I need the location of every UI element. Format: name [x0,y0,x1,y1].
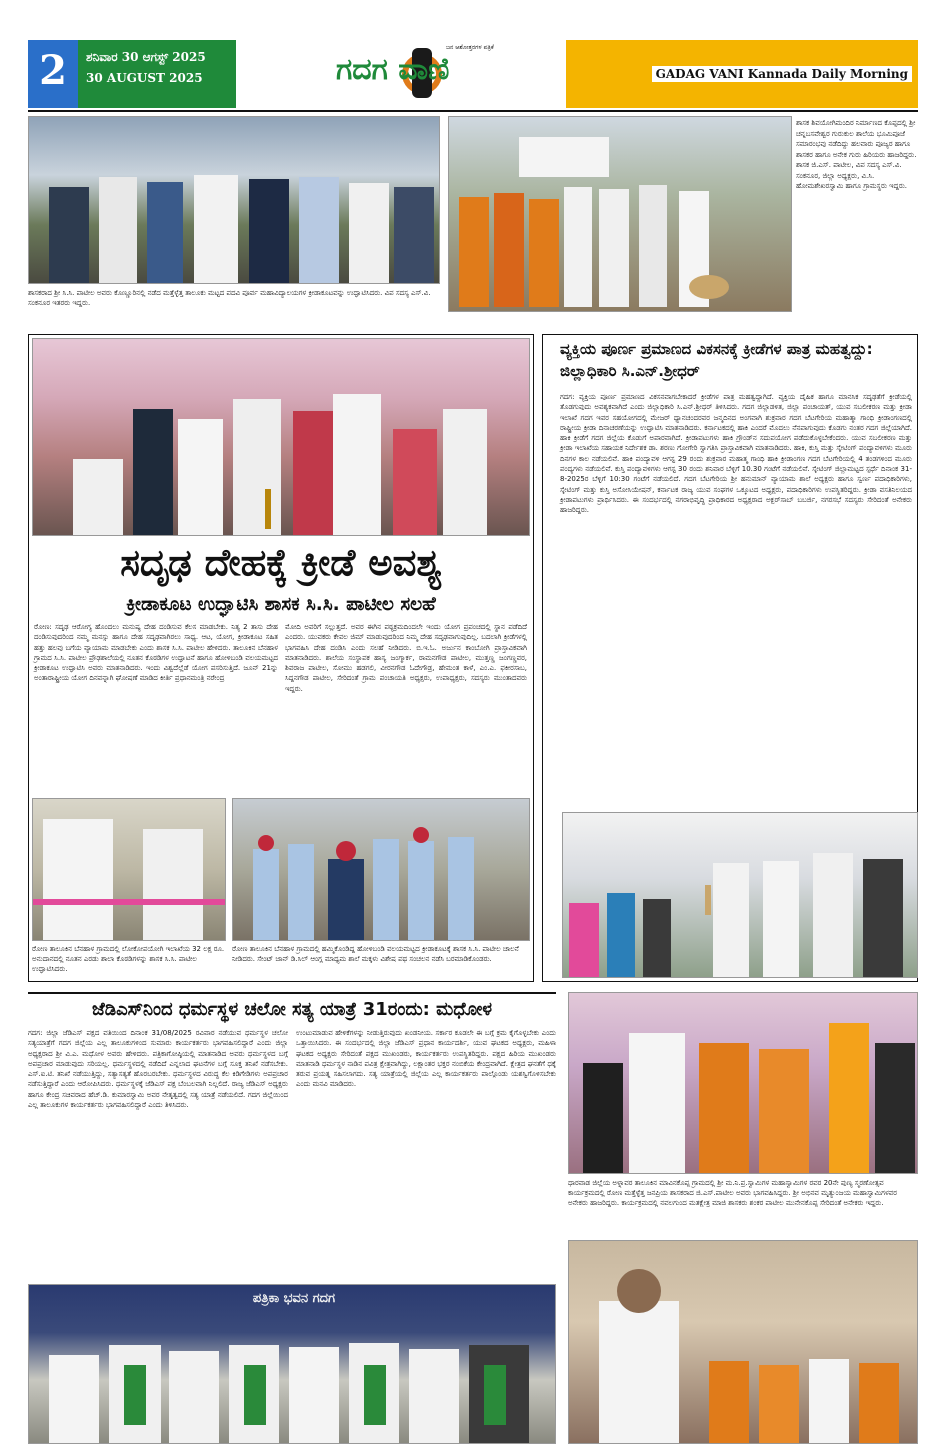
bhoomi-pooja-photo [448,116,792,312]
date-english: 30 AUGUST 2025 [86,71,203,85]
date-kannada: ಶನಿವಾರ 30 ಆಗಸ್ಟ್ 2025 [86,50,206,64]
sports-event-photo [28,116,440,284]
header-rule [28,110,918,112]
bottom-headline: ಜೆಡಿಎಸ್‌ನಿಂದ ಧರ್ಮಸ್ಥಳ ಚಲೋ ಸತ್ಯ ಯಾತ್ರೆ 31ರಂದು: ಮಧೋಳ [91,999,493,1020]
top-left-caption: ಶಾಸಕರಾದ ಶ್ರೀ ಸಿ.ಸಿ. ಪಾಟೀಲ ಅವರು ಕೊಣ್ಣೂರಿನಲ್ಲಿ ನಡೆದ ಮತ್ತೆಳ್ಳೆತ್ತ ತಾಲೂಕು ಮಟ್ಟದ ಪದವಿ ಪೂರ್ವ ಮಹಾವಿದ್ಯಾಲಯಗಳ ಕ್ರೀಡಾಕೂಟವನ್ನು ಉದ್ಘಾಟಿಸಿದರು. ವಿಪ ಸದಸ್ಯ ಎಸ್.ವಿ. ಸಂಕನೂರ ಇತರರು ಇದ್ದರು. [28,289,431,307]
photo-figures [569,993,918,1174]
date-block [78,40,236,108]
photo-figures [33,339,530,536]
right-headline: ವ್ಯಕ್ತಿಯ ಪೂರ್ಣ ಪ್ರಮಾಣದ ವಿಕಸನಕ್ಕೆ ಕ್ರೀಡೆಗಳ ಪಾತ್ರ ಮಹತ್ವದ್ದು: ಜಿಲ್ಲಾಧಿಕಾರಿ ಸಿ.ಎನ್.ಶ್ರೀಧರ್ [560,340,873,380]
ribbon-cutting-photo [32,798,226,941]
main-story-col2: ಮೋದಿ ಅವರಿಗೆ ಸಲ್ಲುತ್ತದೆ. ಅವರ ಈಗಿನ ಪಠ್ಯಕ್ರಮದಿಂದಲೇ ಇಂದು ಯೋಗ ಪ್ರಪಂಚದಲ್ಲಿ ಸ್ಥಾನ ಪಡೆದಿದೆ ಎಂದರು. ಯುವಕರು ಕೇವಲ ಜಿಮ್ ಮಾಡುವುದರಿಂದ ನಿಮ್ಮ ದೇಹ ಸದೃಢವಾಗುವುದಿಲ್ಲ. ಬದಲಾಗಿ ಕ್ರೀಡೆಗಳಲ್ಲಿ ಭಾಗವಹಿಸಿ ದೇಹ ದಂಡಿಸಿ ಎಂದು ಸಲಹೆ ನೀಡಿದರು. ಬಿ.ಇ.ಓ. ಅರ್ಜುನ ಕಾಂಬೋಗಿ ಪ್ರಾಸ್ತಾವಿಕವಾಗಿ ಮಾತನಾಡಿದರು. ಶಾಲೆಯ ಸಂಸ್ಥಾಪಕ ಹಾಸ್ಯ ಜಂಗ್ಮಾರ್ಕ, ರಾಮನಗೌಡ ಪಾಟೀಲ, ಮುತ್ತಣ್ಣ ಜಂಗಣ್ಣವರ, ಶಿವರಾಜ ಪಾಟೀಲ, ಸೋಮು ಹಡಗಲಿ, ವೀರನಗೌಡ ಓದೇಗೌಡ್ರ, ಹೇಮಂತ ಕಾಳೆ, ಎಂ.ಎ. ಫಕೀರಸಾಬ, ಸಿದ್ದನಗೌಡ ಪಾಟೀಲ, ಸೇರಿದಂತೆ ಗ್ರಾಮ ಪಂಚಾಯತಿ ಅಧ್ಯಕ್ಷರು, ಉಪಾಧ್ಯಕ್ಷರು, ಸದಸ್ಯರು ಮುಂತಾದವರು ಇದ್ದರು. [285,623,527,693]
photo-caption-left: ರೋಣ ತಾಲೂಕಿನ ಬೆನಹಾಳ ಗ್ರಾಮದಲ್ಲಿ ಲೋಕೋಪಯೋಗಿ ಇಲಾಖೆಯ 32 ಲಕ್ಷ ರೂ. ಅನುದಾನದಲ್ಲಿ ನೂತನ ಎರಡು ಶಾಲಾ ಕೊಠಡಿಗಳನ್ನು ಶಾಸಕ ಸಿ.ಸಿ. ಪಾಟೀಲ ಉದ್ಘಾಟಿಸಿದರು. [32,945,225,973]
photo-figures [449,117,792,312]
march-past-photo [232,798,530,941]
logo-tagline: ಜನ ಆಶೋತ್ತರಗಳ ಪತ್ರಿಕೆ [446,44,494,51]
main-story-col1: ರೋಣ: ಸದೃಢ ಆರೋಗ್ಯ ಹೊಂದಲು ಮನುಷ್ಯ ದೇಹ ದಂಡಿಸುವ ಕೆಲಸ ಮಾಡಬೇಕು. ನಿತ್ಯ 2 ತಾಸು ದೇಹ ದಂಡಿಸುವುದರಿಂದ ನಮ್ಮ ಮನಸ್ಸು ಹಾಗೂ ದೇಹ ಸದೃಢವಾಗಿರಲು ಸಾಧ್ಯ. ಆಟ, ಯೋಗ, ಕ್ರೀಡಾಕೂಟ ಸಹಿತ ಹತ್ತು ಹಲವು ಬಗೆಯ ವ್ಯಾಯಾಮ ಮಾಡಬೇಕು ಎಂದು ಶಾಸಕ ಸಿ.ಸಿ. ಪಾಟೀಲ ಹೇಳಿದರು. ತಾಲೂಕಿನ ಬೆನಹಾಳ ಗ್ರಾಮದ ಸಿ.ಸಿ. ಪಾಟೀಲ ಪ್ರೌಢಶಾಲೆಯಲ್ಲಿ ನೂತನ ಕೊಠಡಿಗಳ ಉದ್ಘಾಟನೆ ಹಾಗೂ ಹೋಳಿಬಂಡಿ ವಲಯಮಟ್ಟದ ಕ್ರೀಡಾಕೂಟ ಉದ್ಘಾಟಿಸಿ ಅವರು ಮಾತನಾಡಿದರು. ಇಂದು ವಿಶ್ವದೆಲ್ಲೆಡೆ ಯೋಗ ಪಸರಿಸುತ್ತಿದೆ. ಜೂನ್ 21ನ್ನು ಅಂತಾರಾಷ್ಟ್ರೀಯ ಯೋಗ ದಿನವನ್ನಾಗಿ ಘೋಷಣೆ ಮಾಡಿದ ಕೀರ್ತಿ ಪ್ರಧಾನಮಂತ್ರಿ ನರೇಂದ್ರ [34,623,278,683]
lamp-lighting-photo [32,338,530,536]
bottom-rule [28,992,556,994]
header-bar [566,40,918,108]
right-story-body: ಗದಗ: ವ್ಯಕ್ತಿಯ ಪೂರ್ಣ ಪ್ರಮಾಣದ ವಿಕಸನವಾಗಬೇಕಾದರೆ ಕ್ರೀಡೆಗಳ ಪಾತ್ರ ಮಹತ್ವದ್ದಾಗಿದೆ. ವ್ಯಕ್ತಿಯ ದೈಹಿಕ ಹಾಗೂ ಮಾನಸಿಕ ಸದೃಢತೆಗೆ ಕ್ರೀಡೆಯಲ್ಲಿ ತೊಡಗುವುದು ಅವಶ್ಯಕವಾಗಿದೆ ಎಂದು ಜಿಲ್ಲಾಧಿಕಾರಿ ಸಿ.ಎನ್.ಶ್ರೀಧರ್ ತಿಳಿಸಿದರು. ಗದಗ ಜಿಲ್ಲಾಡಳಿತ, ಜಿಲ್ಲಾ ಪಂಚಾಯತ್, ಯುವ ಸಬಲೀಕರಣ ಮತ್ತು ಕ್ರೀಡಾ ಇಲಾಖೆ ಗದಗ ಇವರ ಸಹಯೋಗದಲ್ಲಿ ಮೇಜರ್ ಧ್ಯಾನಚಂದರವರ ಜನ್ಮದಿನದ ಅಂಗವಾಗಿ ಶುಕ್ರವಾರ ಗದಗ ಬೆಟಗೇರಿಯ ಮಹಾತ್ಮಾ ಗಾಂಧಿ ಕ್ರೀಡಾಂಗಣದಲ್ಲಿ ರಾಷ್ಟ್ರೀಯ ಕ್ರೀಡಾ ದಿನಾಚರಣೆಯನ್ನು ಉದ್ಘಾಟಿಸಿ ಮಾತನಾಡಿದರು. ಕರ್ನಾಟಕದಲ್ಲಿ ಹಾಕಿ ಎಂದರೆ ಮೊದಲು ನೆನಪಾಗುವುದು ಕೊಡಗು ನಂತರ ಗದಗ ಜಿಲ್ಲೆಯಾಗಿದೆ. ಹಾಕಿ ಕ್ರೀಡೆಗೆ ಗದಗ ಜಿಲ್ಲೆಯ ಕೊಡುಗೆ ಅಪಾರವಾಗಿದೆ. ಕ್ರೀಡಾಪಟುಗಳು ಹಾಕಿ ಗ್ರೌಂಡ್‌ನ ಸದುಪಯೋಗ ಪಡೆದುಕೊಳ್ಳಬೇಕೆಂದರು. ಯುವ ಸಬಲೀಕರಣ ಮತ್ತು ಕ್ರೀಡಾ ಇಲಾಖೆಯ ಸಹಾಯಕ ನಿರ್ದೇಶಕ ಡಾ. ಶರಣು ಗೋಗೇರಿ ಸ್ವಾಗತಿಸಿ ಪ್ರಾಸ್ತಾವಿಕವಾಗಿ ಮಾತನಾಡಿದರು. ಹಾಕಿ, ಕುಸ್ತಿ ಮತ್ತು ಸ್ಕೇಟಿಂಗ್ ಪಂದ್ಯಾವಳಿಗಳು ಮೂರು ದಿನಗಳ ಕಾಲ ನಡೆಯಲಿವೆ. ಹಾಕಿ ಪಂದ್ಯಾವಳಿ ಆಗಸ್ಟ 29 ರಂದು ಶುಕ್ರವಾರ ಮಹಾತ್ಮ ಗಾಂಧಿ ಹಾಕಿ ಕ್ರೀಡಾಂಗಣ ಗದಗ ಬೆಟಗೇರಿಯಲ್ಲಿ 4 ತಂಡಗಳಿಂದ ಮೂರು ಪಂದ್ಯಗಳು ನಡೆಯಲಿವೆ. ಕುಸ್ತಿ ಪಂದ್ಯಾವಳಿಗಳು ಆಗಸ್ಟ 30 ರಂದು ಶನಿವಾರ ಬೆಳ್ಳಿಗೆ 10.30 ಗಂಟೆಗೆ ನಡೆಯಲಿವೆ. ಸ್ಕೇಟಿಂಗ್ ಜಿಲ್ಲಾಮಟ್ಟದ ಸ್ಪರ್ಧೆ ದಿನಾಂಕ 31-8-2025ರ ಬೆಳ್ಳಿಗೆ 10:30 ಗಂಟೆಗೆ ನಡೆಯಲಿದೆ. ಗದಗ ಬೆಟಗೇರಿಯ ಶ್ರೀ ಹನುಮಾನ್ ವ್ಯಾಯಾಮ ಶಾಲೆ ಅಧ್ಯಕ್ಷರು ಹಾಗೂ ಸ್ವರ್ಣ ಪದಾಧಿಕಾರಿಗಳು, ಸ್ಕೇಟಿಂಗ್ ಮತ್ತು ಕುಸ್ತಿ ಅಸೋಸಿಯೇಷನ್, ಕರ್ನಾಟಕ ರಾಜ್ಯ ಯುವ ಸಂಘಗಳ ಒಕ್ಕೂಟದ ಅಧ್ಯಕ್ಷರು, ಪದಾಧಿಕಾರಿಗಳು ಉಪಸ್ಥಿತರಿದ್ದರು. ಕ್ರೀಡಾ ವಸತಿನಿಲಯದ ಕ್ರೀಡಾಪಟುಗಳು ಪ್ರಾರ್ಥಿಸಿದರು. ಈ ಸಂದರ್ಭದಲ್ಲಿ ನಗರಾಭಿವೃದ್ಧಿ ಪ್ರಾಧಿಕಾರದ ಅಧ್ಯಕ್ಷರಾದ ಅಕ್ಬರ್‌ಸಾಬ್ ಬಬರ್ಜಿ, ನಗರಸಭೆ ಸದಸ್ಯರು ಸೇರಿದಂತೆ ಅನೇಕರು ಹಾಜರಿದ್ದರು. [560,393,912,515]
top-right-caption: ಶಾಸಕ ಶಿವಯೋಗಿಮಂದಿರ ನಿರ್ಮಾಣದ ಕೊಪ್ಪದಲ್ಲಿ ಶ್ರೀ ಚನ್ನಬಸವೇಶ್ವರ ಗುರುಕುಲ ಶಾಲೆಯ ಭೂಮಿಪೂಜೆ ಸಮಾರಂಭವು ನಡೆದಿದ್ದು ಹಲವಾರು ಪೂಜ್ಯರ ಹಾಗೂ ಶಾಸಕರ ಹಾಗೂ ಅನೇಕ ಗುರು ಹಿರಿಯರು ಹಾಜರಿದ್ದರು. ಶಾಸಕ ಜಿ.ಎಸ್. ಪಾಟೀಲ, ವಿಪ ಸದಸ್ಯ ಎಸ್.ವಿ. ಸಂಕನೂರ, ಜಿಲ್ಲಾ ಅಧ್ಯಕ್ಷರು, ವಿ.ಸಿ. ಹೋಮಶೇಖರಸ್ವಾಮಿ ಹಾಗೂ ಗ್ರಾಮಸ್ಥರು ಇದ್ದರು. [796,119,917,190]
paper-name: GADAG VANI Kannada Daily Morning [652,66,912,82]
torch-photo [562,812,918,978]
main-subheadline: ಕ್ರೀಡಾಕೂಟ ಉದ್ಘಾಟಿಸಿ ಶಾಸಕ ಸಿ.ಸಿ. ಪಾಟೀಲ ಸಲಹೆ [126,594,436,615]
photo-figures [233,799,530,941]
page-number: 2 [28,40,78,108]
photo-figures [33,799,226,941]
press-banner: ಪತ್ರಿಕಾ ಭವನ ಗದಗ [252,1291,336,1306]
bottom-story-col2: ಉಂಟುಮಾಡುವ ಹೇಳಿಕೆಗಳನ್ನು ನೀಡುತ್ತಿರುವುದು ಖಂಡನೀಯ. ಸರ್ಕಾರ ಕೂಡಲೇ ಈ ಬಗ್ಗೆ ಕ್ರಮ ಕೈಗೊಳ್ಳಬೇಕು ಎಂದು ಒತ್ತಾಯಿಸಿದರು. ಈ ಸಂದರ್ಭದಲ್ಲಿ ಜಿಲ್ಲಾ ಜೆಡಿಎಸ್ ಪ್ರಧಾನ ಕಾರ್ಯದರ್ಶಿ, ಯುವ ಘಟಕದ ಅಧ್ಯಕ್ಷರು, ಮಹಿಳಾ ಘಟಕದ ಅಧ್ಯಕ್ಷರು ಸೇರಿದಂತೆ ಪಕ್ಷದ ಮುಖಂಡರು, ಕಾರ್ಯಕರ್ತರು ಉಪಸ್ಥಿತರಿದ್ದರು. ಪಕ್ಷದ ಹಿರಿಯ ಮುಖಂಡರು ಮಾತನಾಡಿ ಧರ್ಮಸ್ಥಳ ನಾಡಿನ ಪವಿತ್ರ ಕ್ಷೇತ್ರವಾಗಿದ್ದು, ಲಕ್ಷಾಂತರ ಭಕ್ತರ ನಂಬಿಕೆಯ ಕೇಂದ್ರವಾಗಿದೆ. ಕ್ಷೇತ್ರದ ಘನತೆಗೆ ಧಕ್ಕೆ ತರುವ ಪ್ರಯತ್ನ ಸಹಿಸಲಾಗದು. ಸತ್ಯ ಯಾತ್ರೆಯಲ್ಲಿ ಜಿಲ್ಲೆಯ ಎಲ್ಲ ಕಾರ್ಯಕರ್ತರು ಪಾಲ್ಗೊಂಡು ಯಶಸ್ವಿಗೊಳಿಸಬೇಕು ಎಂದು ಮನವಿ ಮಾಡಿದರು. [296,1029,556,1089]
swamiji-event-photo [568,992,918,1174]
bottom-story-col1: ಗದಗ: ಜಿಲ್ಲಾ ಜೆಡಿಎಸ್ ಪಕ್ಷದ ವತಿಯಿಂದ ದಿನಾಂಕ 31/08/2025 ರವಿವಾರ ನಡೆಯುವ ಧರ್ಮಸ್ಥಳ ಚಲೋ ಸತ್ಯಯಾತ್ರೆಗೆ ಗದಗ ಜಿಲ್ಲೆಯ ಎಲ್ಲ ತಾಲೂಕುಗಳಿಂದ ಸುಮಾರು ಕಾರ್ಯಕರ್ತರು ಭಾಗವಹಿಸಲಿದ್ದಾರೆ ಎಂದು ಜಿಲ್ಲಾ ಅಧ್ಯಕ್ಷರಾದ ಶ್ರೀ ವಿ.ಎ. ಮಧೋಳ ಅವರು ಹೇಳಿದರು. ಪತ್ರಿಕಾಗೋಷ್ಠಿಯಲ್ಲಿ ಮಾತನಾಡಿದ ಅವರು ಧರ್ಮಸ್ಥಳದ ಬಗ್ಗೆ ಅಪಪ್ರಚಾರ ಮಾಡುವುದು ಸರಿಯಲ್ಲ. ಧರ್ಮಸ್ಥಳದಲ್ಲಿ ನಡೆದಿದೆ ಎನ್ನಲಾದ ಘಟನೆಗಳ ಬಗ್ಗೆ ಸೂಕ್ತ ತನಿಖೆ ನಡೆಸಬೇಕು. ಎಸ್.ಐ.ಟಿ. ತನಿಖೆ ನಡೆಯುತ್ತಿದ್ದು, ಸತ್ಯಾಸತ್ಯತೆ ಹೊರಬರಬೇಕು. ಧರ್ಮಸ್ಥಳದ ವಿರುದ್ಧ ಕೆಲ ಕಿಡಿಗೇಡಿಗಳು ಅಪಪ್ರಚಾರ ನಡೆಸುತ್ತಿದ್ದಾರೆ ಎಂದು ಆರೋಪಿಸಿದರು. ಧರ್ಮಸ್ಥಳಕ್ಕೆ ಜೆಡಿಎಸ್ ಪಕ್ಷ ಬೆಂಬಲವಾಗಿ ನಿಲ್ಲಲಿದೆ. ರಾಜ್ಯ ಜೆಡಿಎಸ್ ಅಧ್ಯಕ್ಷರು ಹಾಗೂ ಕೇಂದ್ರ ಸಚಿವರಾದ ಹೆಚ್.ಡಿ. ಕುಮಾರಸ್ವಾಮಿ ಅವರ ನೇತೃತ್ವದಲ್ಲಿ ಸತ್ಯ ಯಾತ್ರೆ ನಡೆಯಲಿದೆ. ಗದಗ ಜಿಲ್ಲೆಯಿಂದ ಎಲ್ಲ ತಾಲೂಕುಗಳ ಕಾರ್ಯಕರ್ತರು ಭಾಗವಹಿಸಲಿದ್ದಾರೆ ಎಂದು ತಿಳಿಸಿದರು. [28,1029,288,1110]
photo-figures [29,117,440,284]
main-headline: ಸದೃಢ ದೇಹಕ್ಕೆ ಕ್ರೀಡೆ ಅವಶ್ಯ [120,541,442,584]
press-meet-photo [28,1284,556,1444]
masthead-logo [236,40,566,108]
photo-figures [569,1241,918,1444]
photo-figures [563,813,918,978]
logo-text: ಗದಗ ವಾಣಿ [336,52,450,87]
right-caption: ಧಾರವಾಡ ಜಿಲ್ಲೆಯ ಅಳ್ನಾವರ ತಾಲೂಕಿನ ಮಾವಿನಕೊಪ್ಪ ಗ್ರಾಮದಲ್ಲಿ ಶ್ರೀ ಮ.ನಿ.ಪ್ರ.ಸ್ವಾಮಿಗಳ ಮಹಾಸ್ವಾಮಿಗಳ ರವರ 20ನೇ ಪುಣ್ಯ ಸ್ಮರಣೋತ್ಸವ ಕಾರ್ಯಕ್ರಮದಲ್ಲಿ ರೋಣ ಮತ್ತೆಳ್ಳೆತ್ತ ಜನಪ್ರಿಯ ಶಾಸಕರಾದ ಜಿ.ಎಸ್.ಪಾಟೀಲ ಅವರು ಭಾಗವಹಿಸಿದ್ದರು. ಶ್ರೀ ಅಭಿನವ ಮೃತ್ಯುಂಜಯ ಮಹಾಸ್ವಾಮಿಗಳವರ ಅನೇಕರು ಹಾಜರಿದ್ದರು. ಕಾರ್ಯಕ್ರಮದಲ್ಲಿ ನವಲಗುಂದ ಮತಕ್ಷೇತ್ರ ಮಾಜಿ ಶಾಸಕರು ಶಂಕರ ಪಾಟೀಲ ಮುನೇನಕೊಪ್ಪ ಸೇರಿದಂತೆ ಅನೇಕರು ಇದ್ದರು. [568,1179,897,1207]
photo-caption-mid: ರೋಣ ತಾಲೂಕಿನ ಬೆನಹಾಳ ಗ್ರಾಮದಲ್ಲಿ ಹಮ್ಮಿಕೊಂಡಿದ್ದ ಹೋಳಿಬಂಡಿ ವಲಯಮಟ್ಟದ ಕ್ರೀಡಾಕೂಟಕ್ಕೆ ಶಾಸಕ ಸಿ.ಸಿ. ಪಾಟೀಲ ಚಾಲನೆ ನೀಡಿದರು. ಸೇಂಟ್ ಜಾನ್ ಡಿ.ಸಿಲ್ ಆಂಗ್ಲ ಮಾಧ್ಯಮ ಶಾಲೆ ಮಕ್ಕಳು ವಿಶೇಷ ಪಥ ಸಂಚಲನ ನಡೆಸಿ ಬರಮಾಡಿಕೊಂಡರು. [232,945,519,963]
speech-photo [568,1240,918,1444]
